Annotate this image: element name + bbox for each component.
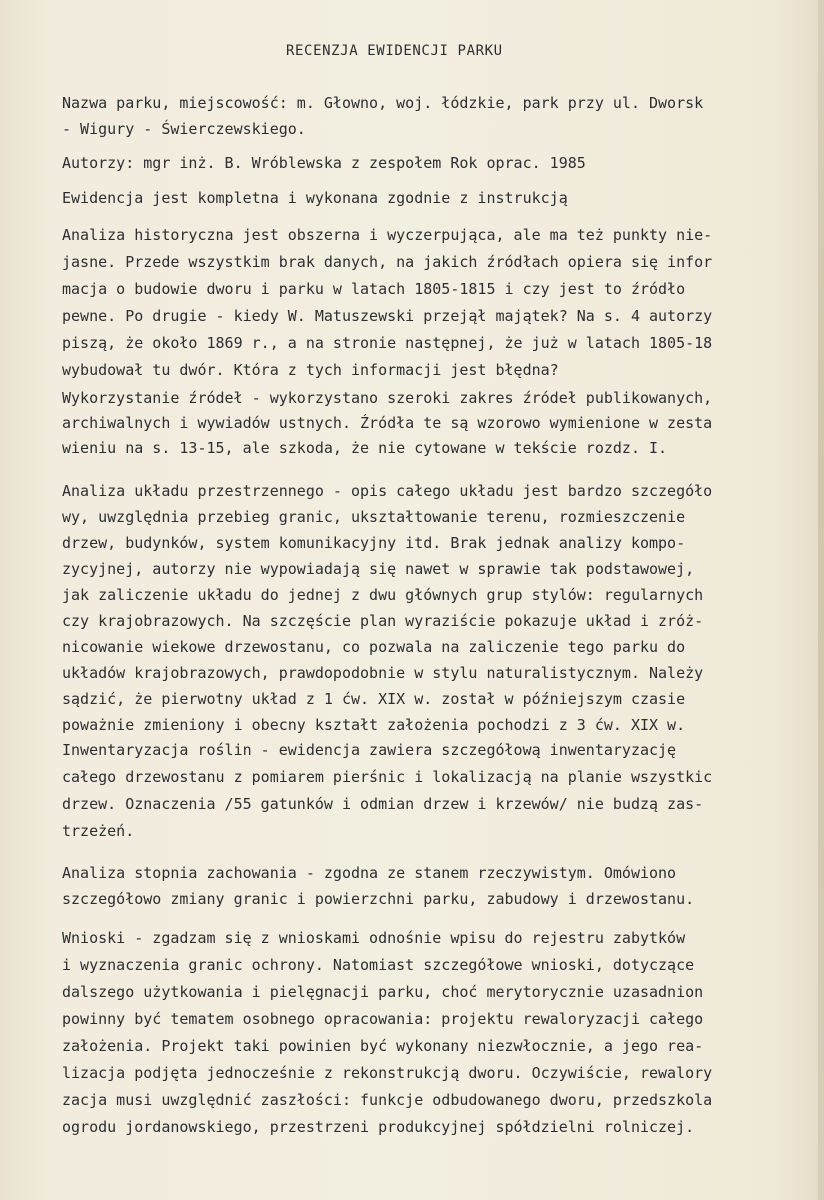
- document-title: RECENZJA EWIDENCJI PARKU: [286, 43, 503, 59]
- text-line: ogrodu jordanowskiego, przestrzeni produkcyjnej spółdzielni rolniczej.: [62, 1118, 695, 1136]
- paragraph-historical-analysis: [62, 222, 712, 384]
- text-line: i wyznaczenia granic ochrony. Natomiast szczegółowe wnioski, dotyczące: [62, 956, 695, 974]
- text-line: pewne. Po drugie - kiedy W. Matuszewski przejął majątek? Na s. 4 autorzy: [62, 307, 713, 325]
- text-line: Autorzy: mgr inż. B. Wróblewska z zespołem Rok oprac. 1985: [62, 154, 586, 172]
- text-line: piszą, że około 1869 r., a na stronie następnej, że już w latach 1805-18: [62, 334, 713, 352]
- text-line: Analiza układu przestrzennego - opis całego układu jest bardzo szczegóło: [62, 482, 713, 500]
- text-line: macja o budowie dworu i parku w latach 1805-1815 i czy jest to źródło: [62, 280, 686, 298]
- text-line: poważnie zmieniony i obecny kształt założenia pochodzi z 3 ćw. XIX w.: [62, 716, 686, 734]
- text-line: archiwalnych i wywiadów ustnych. Źródła te są wzorowo wymienione w zesta: [62, 414, 713, 432]
- text-line: dalszego użytkowania i pielęgnacji parku, choć merytorycznie uzasadnion: [62, 983, 704, 1001]
- page-edge-shadow: [818, 0, 824, 1200]
- paragraph-authors: [62, 151, 586, 175]
- text-line: całego drzewostanu z pomiarem pierśnic i lokalizacją na planie wszystkic: [62, 768, 713, 786]
- text-line: zycyjnej, autorzy nie wypowiadają się nawet w sprawie tak podstawowej,: [62, 560, 695, 578]
- text-line: powinny być tematem osobnego opracowania: projektu rewaloryzacji całego: [62, 1010, 704, 1028]
- text-line: jasne. Przede wszystkim brak danych, na jakich źródłach opiera się infor: [62, 253, 713, 271]
- text-line: Nazwa parku, miejscowość: m. Głowno, woj. łódzkie, park przy ul. Dworsk: [62, 94, 704, 112]
- text-line: lizacja podjęta jednocześnie z rekonstrukcją dworu. Oczywiście, rewalory: [62, 1064, 713, 1082]
- text-line: jak zaliczenie układu do jednej z dwu głównych grup stylów: regularnych: [62, 586, 704, 604]
- text-line: czy krajobrazowych. Na szczęście plan wyraziście pokazuje układ i zróż-: [62, 612, 704, 630]
- text-line: wybudował tu dwór. Która z tych informacji jest błędna?: [62, 361, 559, 379]
- text-line: Analiza stopnia zachowania - zgodna ze stanem rzeczywistym. Omówiono: [62, 864, 677, 882]
- text-line: Analiza historyczna jest obszerna i wyczerpująca, ale ma też punkty nie-: [62, 226, 713, 244]
- text-line: Ewidencja jest kompletna i wykonana zgodnie z instrukcją: [62, 189, 568, 207]
- text-line: szczegółowo zmiany granic i powierzchni parku, zabudowy i drzewostanu.: [62, 890, 695, 908]
- text-line: sądzić, że pierwotny układ z 1 ćw. XIX w. został w późniejszym czasie: [62, 690, 686, 708]
- text-line: Wnioski - zgadzam się z wnioskami odnośnie wpisu do rejestru zabytków: [62, 929, 686, 947]
- text-line: drzew. Oznaczenia /55 gatunków i odmian drzew i krzewów/ nie budzą zas-: [62, 795, 704, 813]
- text-line: nicowanie wiekowe drzewostanu, co pozwala na zaliczenie tego parku do: [62, 638, 686, 656]
- paragraph-plant-inventory: [62, 737, 712, 845]
- text-line: wieniu na s. 13-15, ale szkoda, że nie cytowane w tekście rozdz. I.: [62, 439, 668, 457]
- paragraph-completeness: [62, 186, 568, 210]
- text-line: zacja musi uwzględnić zaszłości: funkcje odbudowanego dworu, przedszkola: [62, 1091, 713, 1109]
- text-line: drzew, budynków, system komunikacyjny itd. Brak jednak analizy kompo-: [62, 534, 686, 552]
- text-line: Wykorzystanie źródeł - wykorzystano szeroki zakres źródeł publikowanych,: [62, 389, 713, 407]
- text-line: trzeżeń.: [62, 822, 135, 840]
- paragraph-sources: [62, 386, 712, 461]
- text-line: założenia. Projekt taki powinien być wykonany niezwłocznie, a jego rea-: [62, 1037, 704, 1055]
- text-line: - Wigury - Świerczewskiego.: [62, 120, 306, 138]
- paragraph-conclusions: [62, 925, 712, 1141]
- paragraph-spatial-analysis: [62, 478, 712, 738]
- text-line: Inwentaryzacja roślin - ewidencja zawiera szczegółową inwentaryzację: [62, 741, 677, 759]
- text-line: układów krajobrazowych, prawdopodobnie w stylu naturalistycznym. Należy: [62, 664, 704, 682]
- paragraph-park-name: [62, 90, 703, 142]
- paragraph-preservation: [62, 860, 694, 912]
- text-line: wy, uwzględnia przebieg granic, ukształtowanie terenu, rozmieszczenie: [62, 508, 686, 526]
